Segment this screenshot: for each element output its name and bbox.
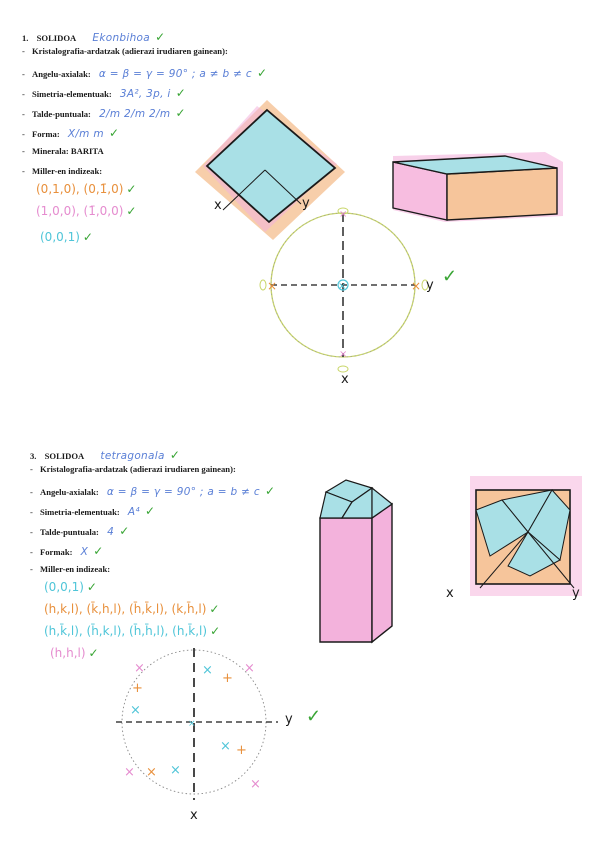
check-icon: ✓ [109, 126, 120, 140]
mineral-label: Minerala: BARITA [32, 146, 104, 156]
form-label: Forma: [32, 129, 60, 139]
svg-text:+: + [222, 671, 233, 686]
svg-text:×: × [250, 777, 261, 792]
check-icon: ✓ [306, 706, 322, 727]
svg-text:×: × [188, 719, 196, 729]
check-icon: ✓ [257, 66, 268, 80]
axial-angles-line: - Angelu-axialak: α = β = γ = 90° ; a ≠ b ≠ c ✓ [22, 66, 268, 80]
symmetry-elements-value: 3A², 3p, i [119, 88, 171, 100]
check-icon: ✓ [169, 448, 180, 462]
svg-text:×: × [170, 763, 181, 778]
point-group-label: Talde-puntuala: [32, 109, 91, 119]
crystallography-axes-line: - Kristalografia-ardatzak (adierazi irudiaren gainean): [22, 46, 228, 56]
point-group-value: 4 [107, 526, 115, 538]
miller-index-text: (0,1,0), (0,1̄,0) [36, 182, 124, 196]
point-group-label: Talde-puntuala: [40, 527, 99, 537]
axial-angles-value: α = β = γ = 90° ; a = b ≠ c [106, 486, 260, 498]
check-icon: ✓ [265, 484, 276, 498]
symmetry-elements-value: A⁴ [127, 506, 140, 518]
section-name-handwritten: tetragonala [100, 450, 165, 462]
svg-text:×: × [339, 209, 348, 220]
crystallography-axes-label: Kristalografia-ardatzak (adierazi irudiaren gainean): [40, 464, 236, 474]
svg-text:×: × [202, 663, 213, 678]
section-3-heading [30, 448, 180, 463]
miller-label: Miller-en indizeak: [40, 564, 111, 574]
symmetry-elements-line: - Simetria-elementuak: 3A², 3p, i ✓ [22, 86, 186, 100]
mineral-line: - Minerala: BARITA [22, 146, 104, 156]
section-number: 1. [22, 33, 29, 43]
axial-angles-line: - Angelu-axialak: α = β = γ = 90° ; a = b ≠ c ✓ [30, 484, 276, 498]
svg-text:×: × [338, 281, 347, 292]
miller-index-row: (1,0,0), (1̄,0,0) ✓ [36, 204, 137, 218]
axis-x-label: x [446, 586, 454, 601]
point-group-line: - Talde-puntuala: 2/m 2/m 2/m ✓ [22, 106, 186, 120]
section-title: SOLIDOA [36, 33, 77, 43]
miller-index-text: (h,h,l) [50, 646, 86, 660]
check-icon: ✓ [145, 504, 156, 518]
forms-line: - Formak: X ✓ [30, 544, 104, 558]
stereo-axis-x-label: x [341, 372, 349, 387]
miller-index-row: (0,0,1) ✓ [40, 230, 93, 244]
symmetry-elements-line: - Simetria-elementuak: A⁴ ✓ [30, 504, 156, 518]
stereo-axis-x-label: x [190, 808, 198, 823]
axis-y-label: y [572, 586, 580, 601]
miller-index-text: (0,0,1) [40, 230, 80, 244]
check-icon: ✓ [155, 30, 166, 44]
axis-x-label: x [214, 198, 222, 213]
form-line: - Forma: X/m m ✓ [22, 126, 120, 140]
miller-index-row: (0,0,1) ✓ [44, 580, 97, 594]
stereo-axis-y-label: y [285, 712, 293, 727]
stereogram-3 [112, 646, 282, 816]
miller-index-text: (h,k̄,l), (h̄,k,l), (h̄,h̄,l), (h,k̄,l) [44, 624, 208, 638]
miller-index-text: (0,0,1) [44, 580, 84, 594]
forms-label: Formak: [40, 547, 73, 557]
axis-y-label: y [302, 196, 310, 211]
svg-text:+: + [236, 743, 247, 758]
svg-text:×: × [124, 765, 135, 780]
miller-index-text: (h,k,l), (k̄,h,l), (h̄,k̄,l), (k,h̄,l) [44, 602, 207, 616]
crystal-3-perspective-view [312, 474, 402, 646]
miller-index-row: (h,h,l) ✓ [50, 646, 99, 660]
stereogram-1 [265, 205, 425, 375]
section-number: 3. [30, 451, 37, 461]
miller-index-text: (1,0,0), (1̄,0,0) [36, 204, 124, 218]
crystallography-axes-label: Kristalografia-ardatzak (adierazi irudiaren gainean): [32, 46, 228, 56]
check-icon: ✓ [93, 544, 104, 558]
miller-index-row: (h,k̄,l), (h̄,k,l), (h̄,h̄,l), (h,k̄,l) ✓ [44, 624, 221, 638]
crystallography-axes-line: - Kristalografia-ardatzak (adierazi irudiaren gainean): [30, 464, 236, 474]
miller-line: - Miller-en indizeak: [22, 166, 103, 176]
symmetry-elements-label: Simetria-elementuak: [40, 507, 120, 517]
miller-line: - Miller-en indizeak: [30, 564, 111, 574]
svg-text:×: × [339, 349, 348, 360]
forms-value: X [80, 546, 89, 558]
symmetry-elements-label: Simetria-elementuak: [32, 89, 112, 99]
svg-text:×: × [411, 279, 422, 293]
miller-index-row: (0,1,0), (0,1̄,0) ✓ [36, 182, 137, 196]
svg-text:×: × [220, 739, 231, 754]
point-group-value: 2/m 2/m 2/m [99, 108, 171, 120]
form-value: X/m m [67, 128, 104, 140]
section-title: SOLIDOA [44, 451, 85, 461]
miller-label: Miller-en indizeak: [32, 166, 103, 176]
axial-angles-label: Angelu-axialak: [40, 487, 99, 497]
section-name-handwritten: Ekonbihoa [92, 32, 150, 44]
svg-text:×: × [134, 661, 145, 676]
section-1-heading [22, 30, 165, 45]
check-icon: ✓ [175, 106, 186, 120]
check-icon: ✓ [442, 266, 458, 287]
svg-text:+: + [132, 681, 143, 696]
check-icon: ✓ [119, 524, 130, 538]
svg-text:×: × [267, 279, 278, 293]
stereo-axis-y-label: y [426, 278, 434, 293]
point-group-line: - Talde-puntuala: 4 ✓ [30, 524, 130, 538]
axial-angles-label: Angelu-axialak: [32, 69, 91, 79]
crystal-3-top-view [466, 470, 586, 600]
svg-text:×: × [130, 703, 141, 718]
check-icon: ✓ [175, 86, 186, 100]
miller-index-row: (h,k,l), (k̄,h,l), (h̄,k̄,l), (k,h̄,l) ✓ [44, 602, 220, 616]
svg-text:×: × [146, 765, 157, 780]
axial-angles-value: α = β = γ = 90° ; a ≠ b ≠ c [98, 68, 252, 80]
svg-text:×: × [244, 661, 255, 676]
